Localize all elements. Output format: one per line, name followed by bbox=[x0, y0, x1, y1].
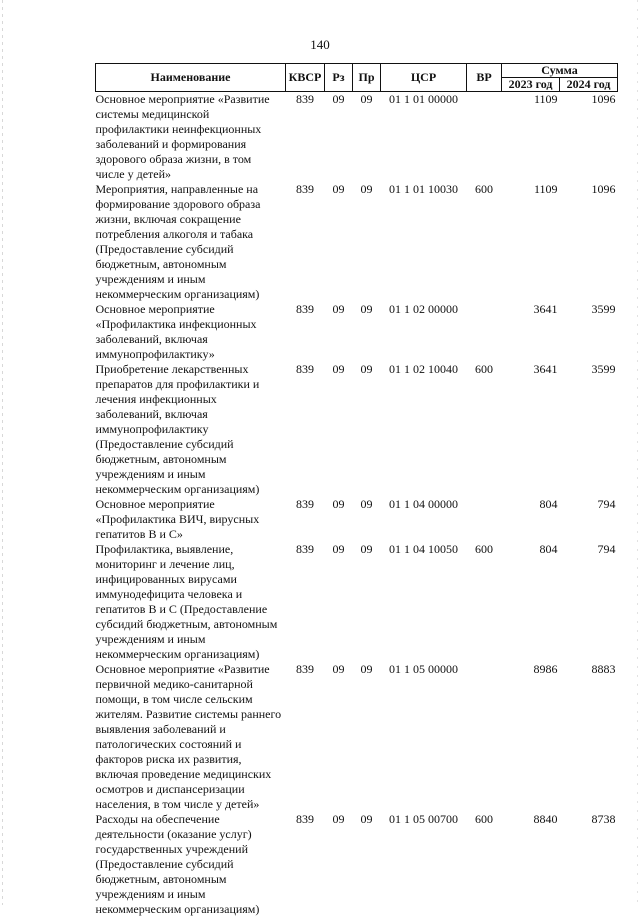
row-csr: 01 1 01 10030 bbox=[381, 182, 467, 302]
scan-edge-left bbox=[2, 0, 3, 905]
row-vr: 600 bbox=[467, 812, 502, 917]
table-row bbox=[96, 302, 618, 362]
row-rz: 09 bbox=[325, 497, 353, 542]
row-pr: 09 bbox=[353, 182, 381, 302]
row-vr bbox=[467, 92, 502, 183]
row-sum-2024: 1096 bbox=[560, 182, 618, 302]
row-sum-2024: 794 bbox=[560, 542, 618, 662]
row-pr: 09 bbox=[353, 497, 381, 542]
row-name: Основное мероприятие «Развитие системы медицинской профилактики неинфекционных заболеваний и формирования здорового образа жизни, в том числе у детей» bbox=[96, 92, 286, 183]
row-csr: 01 1 04 10050 bbox=[381, 542, 467, 662]
row-sum-2024: 8738 bbox=[560, 812, 618, 917]
row-pr: 09 bbox=[353, 812, 381, 917]
row-sum-2023: 804 bbox=[502, 542, 560, 662]
row-pr: 09 bbox=[353, 92, 381, 183]
row-vr bbox=[467, 497, 502, 542]
row-vr bbox=[467, 302, 502, 362]
row-pr: 09 bbox=[353, 362, 381, 497]
row-sum-2023: 1109 bbox=[502, 182, 560, 302]
table-row bbox=[96, 542, 618, 662]
header-vr: ВР bbox=[467, 64, 502, 92]
row-name: Основное мероприятие «Профилактика инфекционных заболеваний, включая иммунопрофилактику» bbox=[96, 302, 286, 362]
row-sum-2024: 1096 bbox=[560, 92, 618, 183]
row-vr: 600 bbox=[467, 542, 502, 662]
table-header bbox=[96, 64, 618, 92]
row-sum-2023: 1109 bbox=[502, 92, 560, 183]
row-csr: 01 1 02 10040 bbox=[381, 362, 467, 497]
row-rz: 09 bbox=[325, 362, 353, 497]
header-sum: Сумма bbox=[502, 64, 618, 78]
row-vr: 600 bbox=[467, 182, 502, 302]
header-year-2024: 2024 год bbox=[560, 78, 618, 92]
row-rz: 09 bbox=[325, 92, 353, 183]
row-rz: 09 bbox=[325, 182, 353, 302]
table-row bbox=[96, 92, 618, 183]
row-name: Основное мероприятие «Профилактика ВИЧ, вирусных гепатитов В и С» bbox=[96, 497, 286, 542]
row-sum-2023: 8840 bbox=[502, 812, 560, 917]
row-rz: 09 bbox=[325, 662, 353, 812]
row-vr bbox=[467, 662, 502, 812]
row-csr: 01 1 05 00000 bbox=[381, 662, 467, 812]
table-row bbox=[96, 812, 618, 917]
table-row bbox=[96, 662, 618, 812]
row-csr: 01 1 04 00000 bbox=[381, 497, 467, 542]
header-kvsr: КВСР bbox=[286, 64, 325, 92]
row-rz: 09 bbox=[325, 542, 353, 662]
row-sum-2024: 794 bbox=[560, 497, 618, 542]
budget-table bbox=[95, 63, 618, 917]
header-year-2023: 2023 год bbox=[502, 78, 560, 92]
scan-edge-right bbox=[637, 0, 638, 905]
row-sum-2024: 3599 bbox=[560, 302, 618, 362]
header-pr: Пр bbox=[353, 64, 381, 92]
row-rz: 09 bbox=[325, 302, 353, 362]
row-vr: 600 bbox=[467, 362, 502, 497]
page-number: 140 bbox=[0, 37, 640, 53]
row-name: Профилактика, выявление, мониторинг и лечение лиц, инфицированных вирусами иммунодефицита человека и гепатитов В и С (Предоставление субсидий бюджетным, автономным учреждениям и иным некоммерческим организациям) bbox=[96, 542, 286, 662]
row-kvsr: 839 bbox=[286, 542, 325, 662]
row-sum-2023: 3641 bbox=[502, 362, 560, 497]
row-kvsr: 839 bbox=[286, 302, 325, 362]
row-sum-2024: 3599 bbox=[560, 362, 618, 497]
row-kvsr: 839 bbox=[286, 182, 325, 302]
row-sum-2023: 804 bbox=[502, 497, 560, 542]
row-name: Основное мероприятие «Развитие первичной медико-санитарной помощи, в том числе сельским жителям. Развитие системы раннего выявления заболеваний и патологических состояний и факторов риска их развития, включая проведение медицинских осмотров и диспансеризации населения, в том числе у детей» bbox=[96, 662, 286, 812]
row-rz: 09 bbox=[325, 812, 353, 917]
row-pr: 09 bbox=[353, 662, 381, 812]
row-kvsr: 839 bbox=[286, 812, 325, 917]
table-row bbox=[96, 497, 618, 542]
table-body bbox=[96, 92, 618, 917]
header-name: Наименование bbox=[96, 64, 286, 92]
header-csr: ЦСР bbox=[381, 64, 467, 92]
row-csr: 01 1 05 00700 bbox=[381, 812, 467, 917]
row-name: Приобретение лекарственных препаратов для профилактики и лечения инфекционных заболеваний, включая иммунопрофилактику (Предоставление субсидий бюджетным, автономным учреждениям и иным некоммерческим организациям) bbox=[96, 362, 286, 497]
header-rz: Рз bbox=[325, 64, 353, 92]
row-csr: 01 1 02 00000 bbox=[381, 302, 467, 362]
row-kvsr: 839 bbox=[286, 497, 325, 542]
row-pr: 09 bbox=[353, 302, 381, 362]
row-csr: 01 1 01 00000 bbox=[381, 92, 467, 183]
row-name: Расходы на обеспечение деятельности (оказание услуг) государственных учреждений (Предоставление субсидий бюджетным, автономным учреждениям и иным некоммерческим организациям) bbox=[96, 812, 286, 917]
row-sum-2023: 3641 bbox=[502, 302, 560, 362]
row-pr: 09 bbox=[353, 542, 381, 662]
row-kvsr: 839 bbox=[286, 362, 325, 497]
row-name: Мероприятия, направленные на формирование здорового образа жизни, включая сокращение потребления алкоголя и табака (Предоставление субсидий бюджетным, автономным учреждениям и иным некоммерческим организациям) bbox=[96, 182, 286, 302]
row-sum-2024: 8883 bbox=[560, 662, 618, 812]
row-kvsr: 839 bbox=[286, 662, 325, 812]
table-row bbox=[96, 182, 618, 302]
row-sum-2023: 8986 bbox=[502, 662, 560, 812]
table-row bbox=[96, 362, 618, 497]
row-kvsr: 839 bbox=[286, 92, 325, 183]
